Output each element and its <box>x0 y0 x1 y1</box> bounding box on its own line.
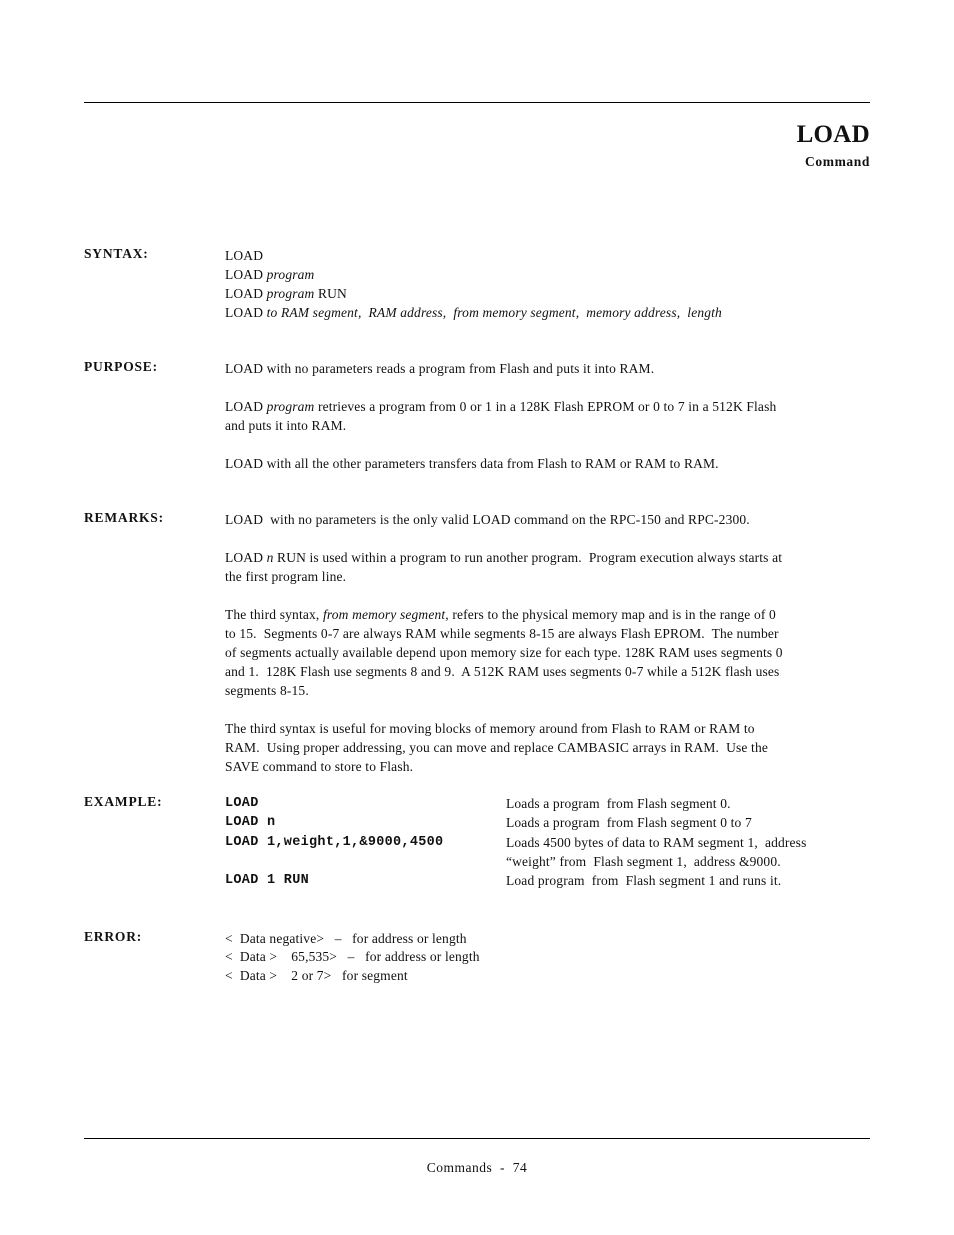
remarks-label: REMARKS: <box>84 510 164 525</box>
syntax-label: SYNTAX: <box>84 246 149 261</box>
syntax-line: LOAD to RAM segment, RAM address, from memory segment, memory address, length <box>225 305 722 320</box>
error-line: < Data negative> – for address or length <box>225 931 467 946</box>
remarks-paragraph-3-line: and 1. 128K Flash use segments 8 and 9. A 512K RAM uses segments 0-7 while a 512K flash uses <box>225 664 780 679</box>
example-description: “weight” from Flash segment 1, address &9000. <box>506 854 781 869</box>
purpose-paragraph-2-cont: and puts it into RAM. <box>225 418 347 433</box>
purpose-label: PURPOSE: <box>84 359 158 374</box>
remarks-paragraph-3-line: segments 8-15. <box>225 683 309 698</box>
bottom-rule <box>84 1138 870 1139</box>
syntax-line: LOAD <box>225 248 264 263</box>
example-description: Loads 4500 bytes of data to RAM segment 1, address <box>506 835 807 850</box>
page-title: LOAD <box>796 121 870 148</box>
remarks-body <box>225 510 871 776</box>
example-row <box>225 833 871 852</box>
example-label: EXAMPLE: <box>84 794 163 809</box>
remarks-paragraph-4-line: The third syntax is useful for moving blocks of memory around from Flash to RAM or RAM to <box>225 721 755 736</box>
example-code: LOAD 1,weight,1,&9000,4500 <box>225 835 444 850</box>
example-code: LOAD 1 RUN <box>225 873 310 888</box>
remarks-paragraph-3-line: to 15. Segments 0-7 are always RAM while segments 8-15 are always Flash EPROM. The number <box>225 626 779 641</box>
error-line: < Data > 65,535> – for address or length <box>225 949 480 964</box>
syntax-line: LOAD program RUN <box>225 286 347 301</box>
syntax-body <box>225 246 871 322</box>
example-description: Load program from Flash segment 1 and runs it. <box>506 873 782 888</box>
syntax-line: LOAD program <box>225 267 315 282</box>
remarks-paragraph-3-line: of segments actually available depend upon memory size for each type. 128K RAM uses segments 0 <box>225 645 783 660</box>
remarks-paragraph-4-line: RAM. Using proper addressing, you can move and replace CAMBASIC arrays in RAM. Use the <box>225 740 768 755</box>
example-code: LOAD n <box>225 815 276 830</box>
example-row <box>225 794 871 813</box>
error-label: ERROR: <box>84 929 143 944</box>
page-footer: Commands - 74 <box>426 1160 528 1175</box>
example-description: Loads a program from Flash segment 0 to 7 <box>506 815 752 830</box>
purpose-paragraph-1: LOAD with no parameters reads a program from Flash and puts it into RAM. <box>225 361 655 376</box>
purpose-paragraph-2: LOAD program retrieves a program from 0 or 1 in a 128K Flash EPROM or 0 to 7 in a 512K Flash <box>225 399 777 414</box>
example-row <box>225 852 871 871</box>
page-subtitle: Command <box>805 154 870 169</box>
example-description: Loads a program from Flash segment 0. <box>506 796 731 811</box>
purpose-body <box>225 359 871 473</box>
top-rule <box>84 102 870 103</box>
purpose-paragraph-3: LOAD with all the other parameters transfers data from Flash to RAM or RAM to RAM. <box>225 456 719 471</box>
remarks-paragraph-4-line: SAVE command to store to Flash. <box>225 759 414 774</box>
remarks-paragraph-2-cont: the first program line. <box>225 569 347 584</box>
remarks-paragraph-1: LOAD with no parameters is the only valid LOAD command on the RPC-150 and RPC-2300. <box>225 512 750 527</box>
remarks-paragraph-2: LOAD n RUN is used within a program to run another program. Program execution always starts at <box>225 550 783 565</box>
example-row <box>225 813 871 832</box>
remarks-paragraph-3: The third syntax, from memory segment, refers to the physical memory map and is in the range of 0 <box>225 607 776 622</box>
error-line: < Data > 2 or 7> for segment <box>225 968 408 983</box>
example-code: LOAD <box>225 796 259 811</box>
example-row <box>225 871 871 890</box>
